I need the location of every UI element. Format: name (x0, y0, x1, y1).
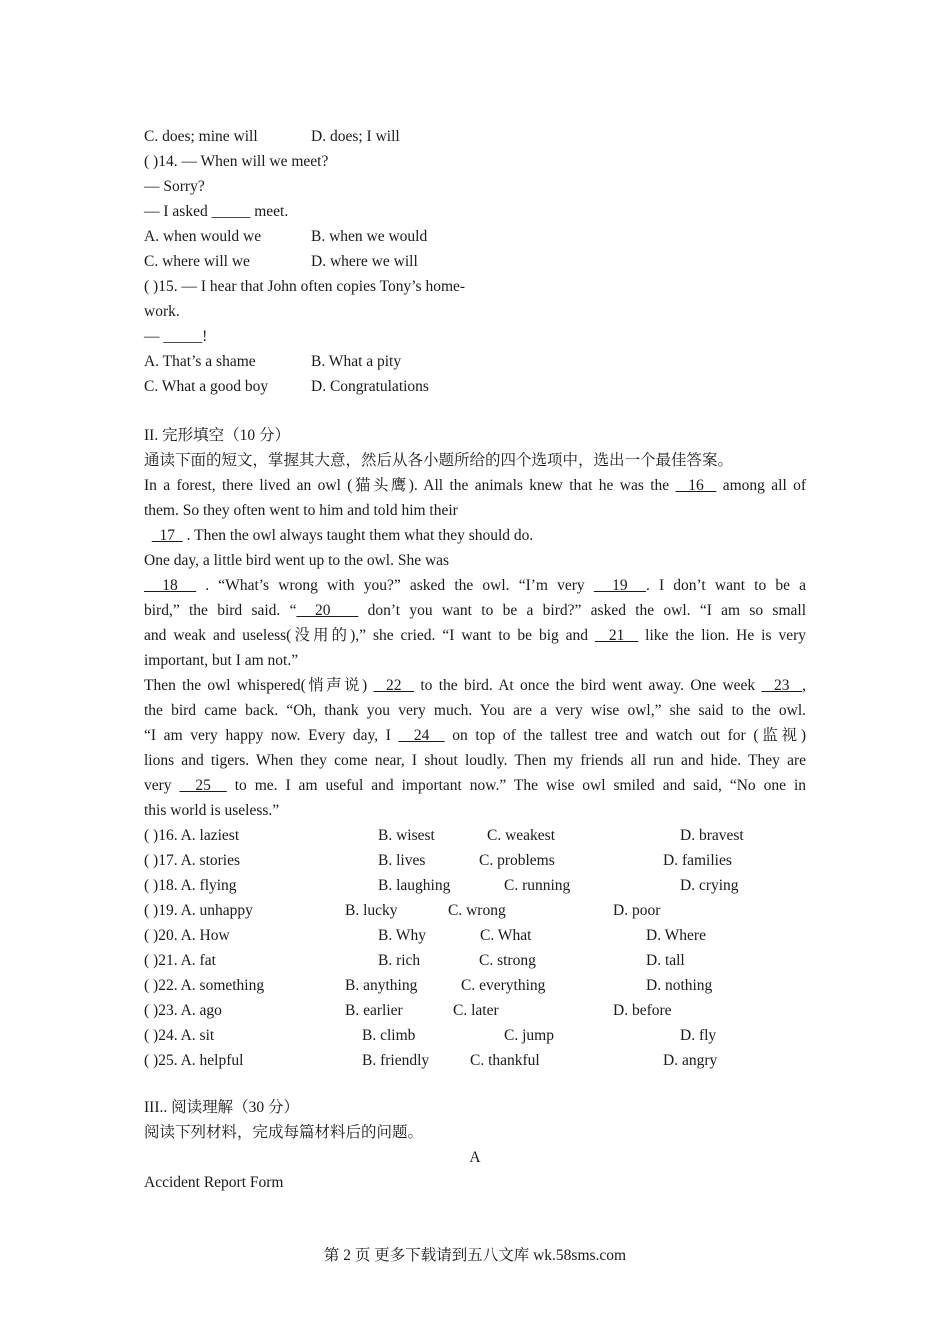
option-b: B. What a pity (311, 353, 402, 370)
option-b: B. when we would (311, 228, 428, 245)
passage-line: bird,” the bird said. “ 20 don’t you want to be a bird?” asked the owl. “I am so small (144, 602, 806, 619)
blank-21: 21 (595, 627, 639, 644)
option-a: ( )17. A. stories (144, 852, 241, 869)
passage-line: and weak and useless(没用的),” she cried. “I want to be big and 21 like the lion. He is very (144, 627, 806, 644)
option-c: C. thankful (470, 1052, 540, 1069)
option-d: D. Where (646, 927, 706, 944)
option-d: D. families (663, 852, 732, 869)
question-15-stem-cont: work. (144, 303, 180, 320)
option-d: D. does; I will (311, 128, 400, 145)
option-d: D. tall (646, 952, 685, 969)
option-c: C. where will we (144, 253, 250, 270)
passage-line: 18 . “What’s wrong with you?” asked the owl. “I’m very 19 . I don’t want to be a (144, 577, 807, 594)
option-d: D. poor (613, 902, 661, 919)
passage-label: A (469, 1149, 481, 1166)
dialogue-line: — I asked _____ meet. (144, 203, 289, 220)
passage-line: the bird came back. “Oh, thank you very much. You are a very wise owl,” she said to the owl. (144, 702, 806, 719)
option-d: D. before (613, 1002, 672, 1019)
option-c: C. weakest (487, 827, 556, 844)
passage-line: In a forest, there lived an owl (猫头鹰). All the animals knew that he was the 16 among all of (144, 477, 807, 494)
blank-24: 24 (398, 727, 445, 744)
option-a: ( )24. A. sit (144, 1027, 215, 1044)
dialogue-line: — Sorry? (144, 178, 205, 195)
blank-18: 18 (144, 577, 197, 594)
section-3-title: III.. 阅读理解（30 分） (144, 1099, 299, 1116)
option-d: D. angry (663, 1052, 718, 1069)
option-c: C. strong (479, 952, 536, 969)
option-b: B. climb (362, 1027, 416, 1044)
passage-line: this world is useless.” (144, 802, 280, 819)
option-c: C. jump (504, 1027, 554, 1044)
blank-19: 19 (593, 577, 646, 594)
option-a: ( )20. A. How (144, 927, 230, 944)
option-c: C. What a good boy (144, 378, 269, 395)
option-c: C. running (504, 877, 571, 894)
option-a: ( )21. A. fat (144, 952, 216, 969)
option-d: D. Congratulations (311, 378, 429, 395)
option-c: C. problems (479, 852, 555, 869)
option-c: C. everything (461, 977, 546, 994)
passage-line: One day, a little bird went up to the owl. She was (144, 552, 450, 569)
option-b: B. friendly (362, 1052, 430, 1069)
blank-23: 23 (761, 677, 803, 694)
passage-line: them. So they often went to him and told him their (144, 502, 458, 519)
blank-22: 22 (373, 677, 415, 694)
option-b: B. earlier (345, 1002, 403, 1019)
question-15-stem: ( )15. — I hear that John often copies Tony’s home- (144, 278, 466, 295)
option-b: B. lucky (345, 902, 398, 919)
passage-line: “I am very happy now. Every day, I 24 on top of the tallest tree and watch out for (监视) (144, 727, 806, 744)
passage-line: 17 . Then the owl always taught them what they should do. (151, 527, 534, 544)
option-c: C. later (453, 1002, 499, 1019)
option-b: B. wisest (378, 827, 435, 844)
option-b: B. Why (378, 927, 426, 944)
option-a: ( )16. A. laziest (144, 827, 240, 844)
passage-line: Then the owl whispered(悄声说) 22 to the bird. At once the bird went away. One week 23 , (144, 677, 807, 694)
passage-line: lions and tigers. When they come near, I shout loudly. Then my friends all run and hide. They are (144, 752, 806, 769)
option-d: D. nothing (646, 977, 713, 994)
option-d: D. where we will (311, 253, 418, 270)
blank-17: 17 (151, 527, 183, 544)
blank-25: 25 (179, 777, 227, 794)
blank-20: 20 (296, 602, 359, 619)
passage-line: very 25 to me. I am useful and important now.” The wise owl smiled and said, “No one in (144, 777, 807, 794)
section-3-instruction: 阅读下列材料，完成每篇材料后的问题。 (144, 1124, 424, 1141)
option-a: A. when would we (144, 228, 262, 245)
blank-16: 16 (675, 477, 717, 494)
option-d: D. fly (680, 1027, 717, 1044)
option-a: ( )22. A. something (144, 977, 265, 994)
section-2-title: II. 完形填空（10 分） (144, 427, 290, 444)
page-footer: 第 2 页 更多下载请到五八文库 wk.58sms.com (323, 1247, 627, 1264)
option-a: ( )23. A. ago (144, 1002, 222, 1019)
option-d: D. crying (680, 877, 739, 894)
option-d: D. bravest (680, 827, 744, 844)
question-14-stem: ( )14. — When will we meet? (144, 153, 329, 170)
passage-line: important, but I am not.” (144, 652, 299, 669)
option-a: ( )18. A. flying (144, 877, 237, 894)
option-c: C. What (480, 927, 532, 944)
option-b: B. anything (345, 977, 418, 994)
option-b: B. rich (378, 952, 421, 969)
option-a: ( )25. A. helpful (144, 1052, 244, 1069)
dialogue-line: — _____! (144, 328, 208, 345)
form-title: Accident Report Form (144, 1174, 284, 1191)
option-b: B. laughing (378, 877, 451, 894)
option-c: C. does; mine will (144, 128, 258, 145)
option-a: ( )19. A. unhappy (144, 902, 253, 919)
option-b: B. lives (378, 852, 426, 869)
option-a: A. That’s a shame (144, 353, 256, 370)
section-2-instruction: 通读下面的短文，掌握其大意，然后从各小题所给的四个选项中，选出一个最佳答案。 (144, 452, 734, 469)
option-c: C. wrong (448, 902, 506, 919)
